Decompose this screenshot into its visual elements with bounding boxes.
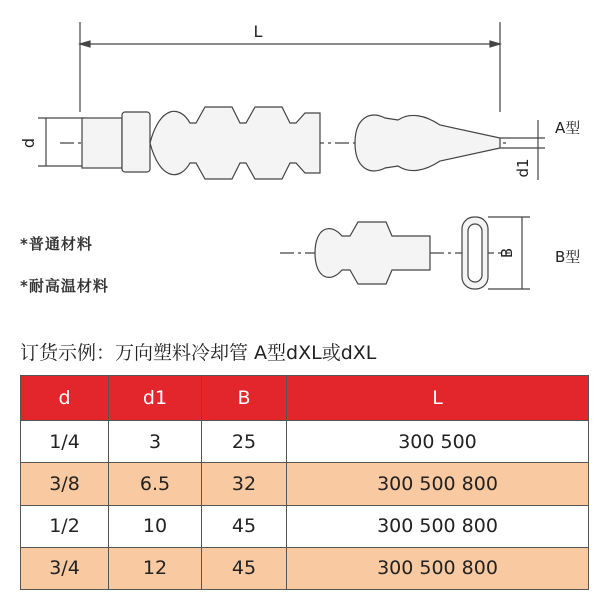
connector-hex	[122, 112, 150, 172]
cell-d1: 10	[109, 505, 202, 547]
table-header-row	[21, 376, 589, 421]
nozzle-a-type	[355, 115, 500, 171]
header-d1: d1	[109, 376, 202, 421]
type-b-label: B型	[555, 248, 581, 266]
dim-d1-label: d1	[514, 158, 532, 178]
cell-d: 3/4	[21, 547, 109, 589]
segment-b-type	[315, 222, 430, 284]
header-d: d	[21, 376, 109, 421]
cell-b: 45	[202, 505, 287, 547]
cell-b: 25	[202, 421, 287, 463]
dim-l-label: L	[253, 22, 263, 41]
table-row	[21, 421, 589, 463]
cell-l: 300 500 800	[287, 463, 589, 505]
flat-nozzle-inner	[468, 224, 482, 282]
type-a-label: A型	[555, 119, 581, 137]
segment-chain	[150, 107, 320, 179]
cell-l: 300 500 800	[287, 547, 589, 589]
table-row	[21, 547, 589, 589]
table-row	[21, 463, 589, 505]
l-arrow-left	[80, 41, 90, 47]
header-l: L	[287, 376, 589, 421]
cell-l: 300 500	[287, 421, 589, 463]
cell-d1: 6.5	[109, 463, 202, 505]
spec-table	[20, 375, 589, 590]
note-heat-resistant-material: *耐高温材料	[20, 277, 109, 295]
header-b: B	[202, 376, 287, 421]
cell-l: 300 500 800	[287, 505, 589, 547]
cell-b: 32	[202, 463, 287, 505]
dim-b-label: B	[498, 247, 516, 259]
dim-d-label: d	[19, 137, 38, 149]
cell-d1: 12	[109, 547, 202, 589]
l-arrow-right	[490, 41, 500, 47]
cell-b: 45	[202, 547, 287, 589]
cell-d: 1/2	[21, 505, 109, 547]
order-example-caption: 订货示例：万向塑料冷却管 A型dXL或dXL	[20, 342, 377, 364]
cell-d: 1/4	[21, 421, 109, 463]
cell-d1: 3	[109, 421, 202, 463]
table-row	[21, 505, 589, 547]
note-normal-material: *普通材料	[20, 235, 93, 253]
connector-body	[82, 118, 122, 168]
cell-d: 3/8	[21, 463, 109, 505]
